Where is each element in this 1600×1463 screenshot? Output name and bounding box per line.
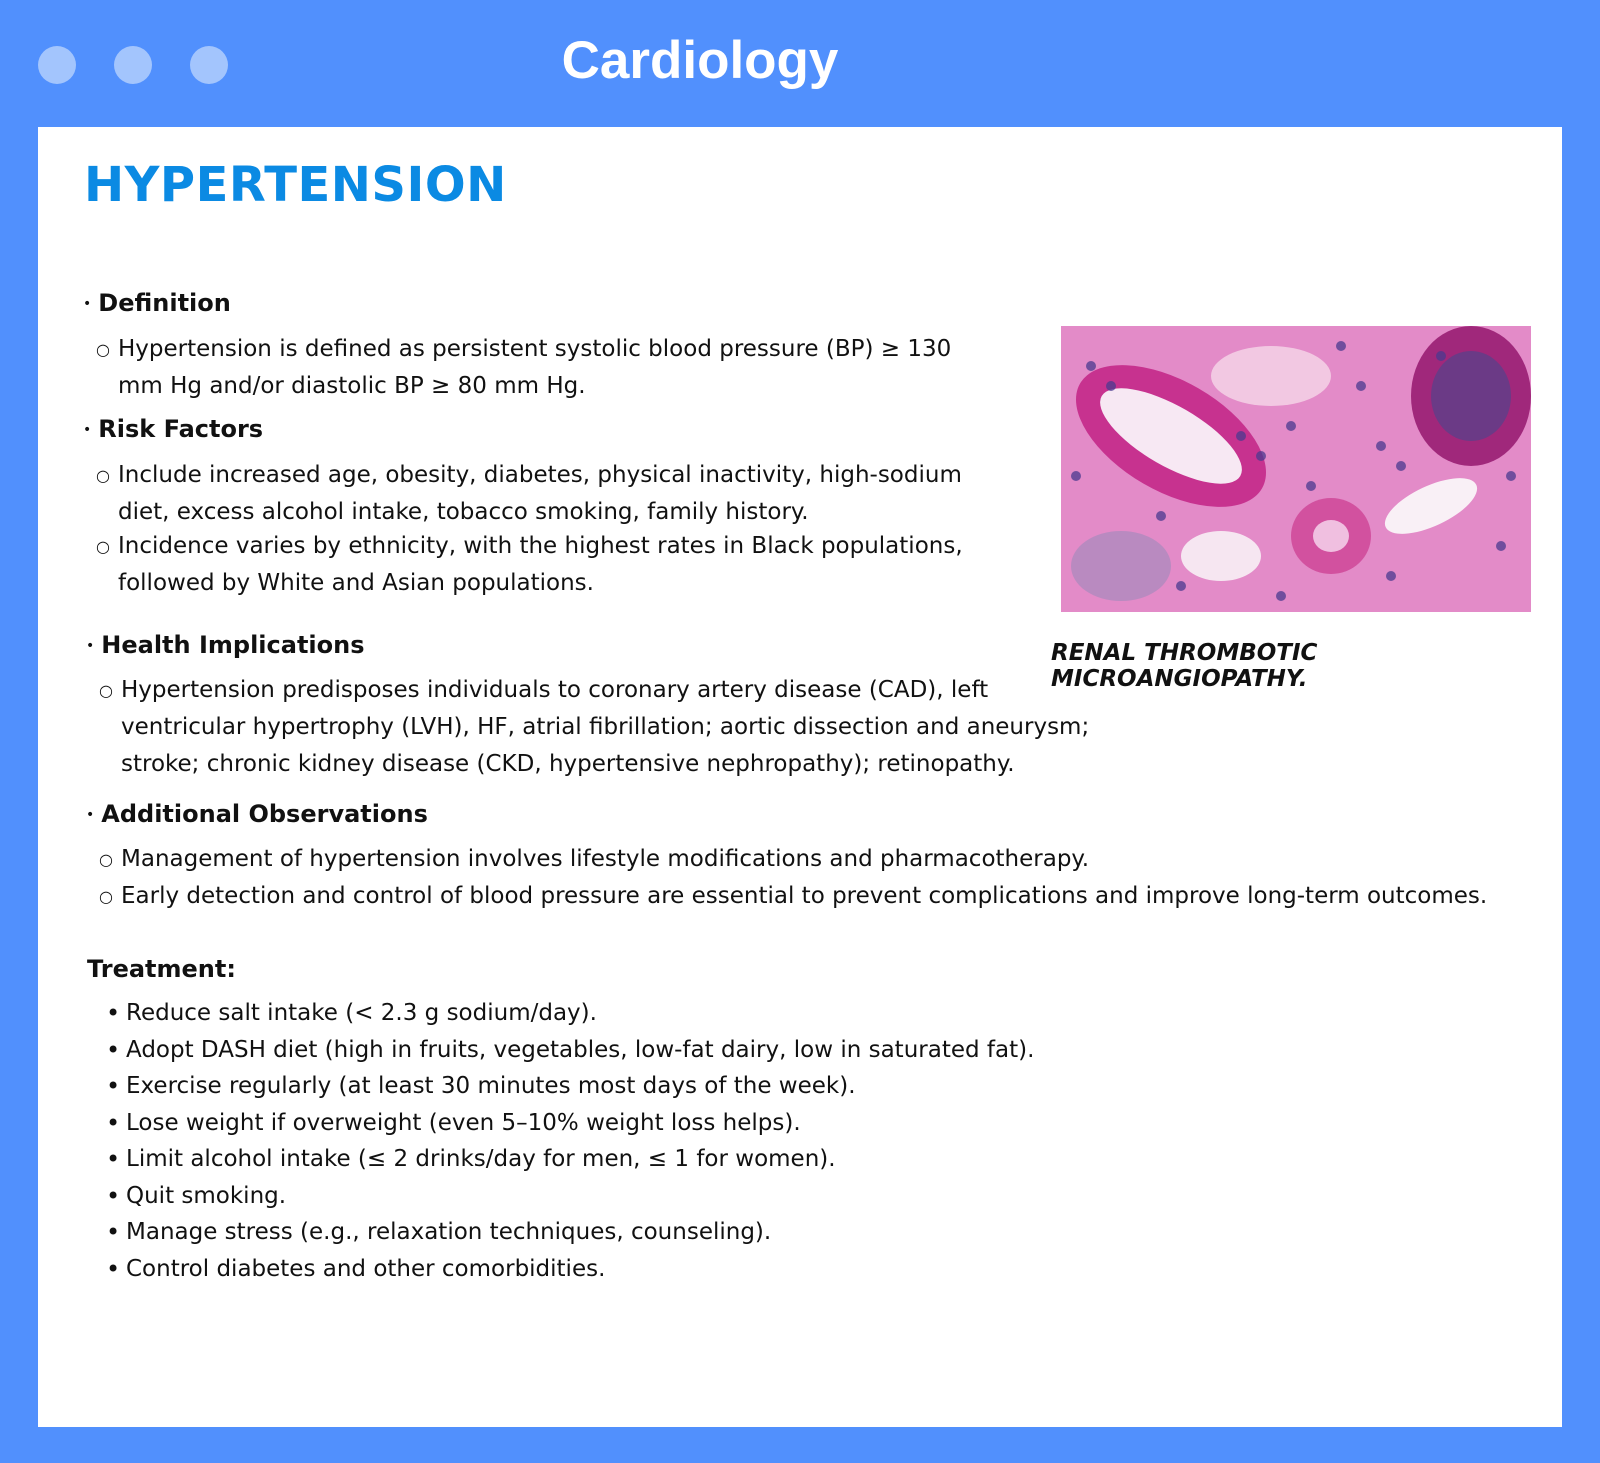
circle-bullet-icon: ○ bbox=[96, 466, 110, 485]
list-item: ○ Management of hypertension involves lifestyle modifications and pharmacotherapy. bbox=[121, 841, 1471, 878]
bullet-icon: • bbox=[83, 295, 92, 312]
section-definition bbox=[83, 285, 231, 323]
treatment-item: • Adopt DASH diet (high in fruits, vegetables, low-fat dairy, low in saturated fat). bbox=[106, 1032, 1034, 1069]
circle-bullet-icon: ○ bbox=[99, 887, 113, 906]
list-item: ○ Early detection and control of blood pressure are essential to prevent complications and improve long-term outcomes. bbox=[121, 878, 1521, 915]
treatment-item: • Control diabetes and other comorbidities. bbox=[106, 1251, 1034, 1288]
circle-bullet-icon: ○ bbox=[99, 850, 113, 869]
list-item: ○ Hypertension is defined as persistent systolic blood pressure (BP) ≥ 130 mm Hg and/or diastolic BP ≥ 80 mm Hg. bbox=[118, 331, 998, 405]
list-item: ○ Incidence varies by ethnicity, with the highest rates in Black populations, followed by White and Asian populations. bbox=[118, 528, 1018, 602]
bullet-icon: • bbox=[83, 421, 92, 438]
treatment-item: • Exercise regularly (at least 30 minutes most days of the week). bbox=[106, 1068, 1034, 1105]
treatment-title: Treatment: bbox=[87, 955, 236, 983]
window-title: Cardiology bbox=[561, 31, 839, 90]
figure-caption: RENAL THROMBOTIC MICROANGIOPATHY. bbox=[1051, 640, 1318, 692]
content-panel bbox=[38, 127, 1562, 1427]
section-title: Additional Observations bbox=[101, 800, 428, 828]
section-additional-observations bbox=[86, 796, 428, 834]
treatment-item: • Limit alcohol intake (≤ 2 drinks/day for men, ≤ 1 for women). bbox=[106, 1141, 1034, 1178]
bullet-icon: • bbox=[86, 637, 95, 654]
treatment-item: • Lose weight if overweight (even 5–10% weight loss helps). bbox=[106, 1105, 1034, 1142]
section-title: Definition bbox=[98, 289, 231, 317]
section-health-implications bbox=[86, 627, 365, 665]
circle-bullet-icon: ○ bbox=[96, 537, 110, 556]
list-item: ○ Hypertension predisposes individuals to coronary artery disease (CAD), left ventricular hypertrophy (LVH), HF, atrial fibrillation; aortic dissection and aneurysm; stroke; chronic kidney disease (CKD, hypertensive nephropathy); retinopathy. bbox=[121, 672, 1111, 783]
window-titlebar bbox=[0, 0, 1600, 127]
page-title: HYPERTENSION bbox=[84, 157, 507, 213]
treatment-item: • Manage stress (e.g., relaxation techniques, counseling). bbox=[106, 1214, 1034, 1251]
bullet-icon: • bbox=[86, 806, 95, 823]
treatment-item: • Quit smoking. bbox=[106, 1178, 1034, 1215]
section-title: Health Implications bbox=[101, 631, 365, 659]
section-risk-factors bbox=[83, 411, 263, 449]
circle-bullet-icon: ○ bbox=[96, 340, 110, 359]
circle-bullet-icon: ○ bbox=[99, 681, 113, 700]
list-item: ○ Include increased age, obesity, diabetes, physical inactivity, high-sodium diet, excess alcohol intake, tobacco smoking, family history. bbox=[118, 457, 998, 531]
treatment-item: • Reduce salt intake (< 2.3 g sodium/day). bbox=[106, 995, 1034, 1032]
histology-image bbox=[1061, 326, 1531, 612]
treatment-list bbox=[106, 995, 1034, 1287]
section-title: Risk Factors bbox=[98, 415, 264, 443]
